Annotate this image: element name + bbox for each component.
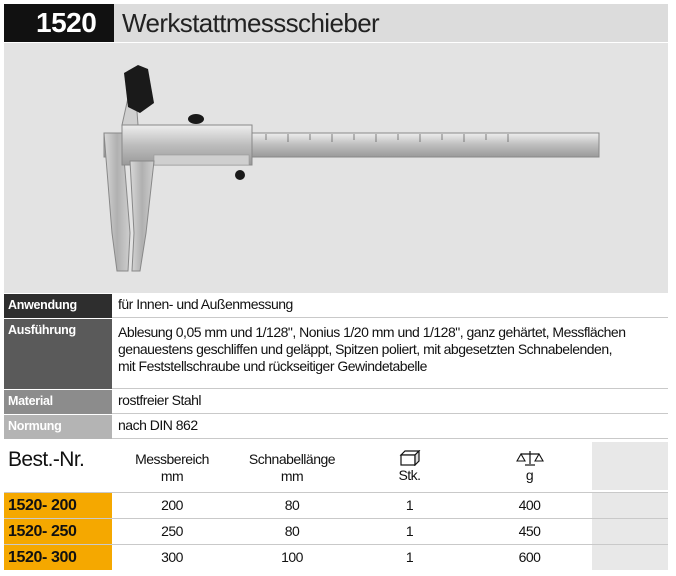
- range-value: 200: [161, 497, 183, 513]
- jaw-header-unit: mm: [280, 468, 304, 484]
- quantity-value: 1: [405, 523, 414, 539]
- property-label: Anwendung: [4, 294, 112, 318]
- quantity-header-label: Stk.: [398, 467, 421, 483]
- table-row: [4, 492, 668, 518]
- table-spacer: [592, 545, 668, 570]
- box-icon: [352, 450, 467, 467]
- property-value-line: genauestens geschliffen und geläppt, Spitzen poliert, mit abgesetzten Schnabelenden,: [118, 341, 613, 357]
- range-header-unit: mm: [160, 468, 184, 484]
- property-value: für Innen- und Außenmessung: [112, 294, 668, 318]
- order-number: 1520- 200: [4, 493, 112, 518]
- quantity-value: 1: [405, 549, 414, 565]
- scale-icon: [467, 450, 592, 467]
- table-row: [4, 544, 668, 570]
- weight-value: 400: [518, 497, 541, 513]
- order-number: 1520- 300: [4, 545, 112, 570]
- jaw-header-label: Schnabellänge: [248, 451, 336, 467]
- jaw-length-header: [232, 442, 352, 490]
- weight-value: 600: [518, 549, 541, 565]
- range-value: 300: [161, 549, 183, 565]
- property-row-material: [4, 390, 668, 414]
- jaw-length-value: 80: [284, 497, 300, 513]
- jaw-length-value: 100: [281, 549, 303, 565]
- order-number-header: Best.-Nr.: [8, 448, 85, 471]
- jaw-length-value: 80: [284, 523, 300, 539]
- table-spacer: [592, 519, 668, 544]
- table-spacer: [592, 493, 668, 518]
- product-photo: [4, 43, 668, 293]
- range-header: [112, 442, 232, 490]
- order-number: 1520- 250: [4, 519, 112, 544]
- range-header-label: Messbereich: [135, 451, 209, 467]
- weight-value: 450: [518, 523, 541, 539]
- caliper-illustration: [4, 43, 668, 293]
- property-label: Material: [4, 390, 112, 414]
- range-value: 250: [161, 523, 183, 539]
- property-label: Normung: [4, 415, 112, 439]
- property-row-standard: [4, 415, 668, 439]
- table-spacer: [592, 442, 668, 490]
- quantity-header: [352, 442, 467, 490]
- property-value-line: mit Feststellschraube und rückseitiger Gewindetabelle: [118, 358, 427, 374]
- property-value: rostfreier Stahl: [112, 390, 668, 414]
- property-value: nach DIN 862: [112, 415, 668, 439]
- table-row: [4, 518, 668, 544]
- property-value: [112, 319, 668, 389]
- property-value-line: Ablesung 0,05 mm und 1/128", Nonius 1/20 mm und 1/128", ganz gehärtet, Messflächen: [118, 324, 626, 340]
- table-header: [4, 442, 668, 490]
- quantity-value: 1: [405, 497, 414, 513]
- weight-header: [467, 442, 592, 490]
- header: [4, 4, 668, 42]
- product-number: 1520: [4, 4, 114, 42]
- property-row-application: [4, 294, 668, 318]
- property-label: Ausführung: [4, 319, 112, 389]
- product-title: Werkstattmessschieber: [114, 4, 668, 42]
- weight-header-unit: g: [525, 467, 534, 483]
- property-row-design: [4, 319, 668, 389]
